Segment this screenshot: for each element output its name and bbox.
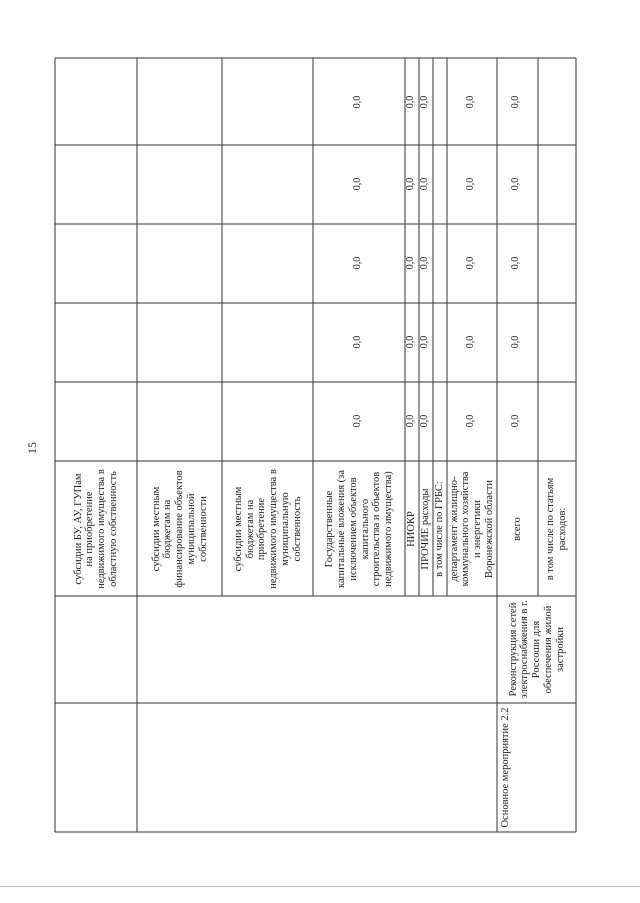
row-label-r1: субсидии БУ, АУ, ГУПам на приобретение недвижимого имущества в областную собственность: [72, 469, 119, 589]
value-cell: 0,0: [419, 95, 430, 109]
value-cell: 0,0: [405, 256, 416, 270]
value-cell: 0,0: [352, 95, 363, 109]
value-cell: 0,0: [510, 95, 521, 109]
row-label-r3: субсидии местным бюджетам на приобретение недвижимого имущества в муниципальную собственность: [232, 469, 303, 589]
row-label-r5: НИОКР: [406, 511, 418, 547]
value-cell: 0,0: [405, 95, 416, 109]
value-cell: 0,0: [465, 335, 476, 349]
row-label-r8: департамент жилищно- коммунального хозяйства и энергетики Воронежской области: [449, 471, 495, 587]
row-label-r2: субсидии местным бюджетам на финансирование объектов муниципальной собственности: [150, 470, 209, 588]
activity-description: Реконструкция сетей электроснабжения в г. Россоши для обеспечения жилой застройки: [507, 600, 566, 699]
row-label-r4: Государственные капитальные вложения (за исключением объектов капитального строительства и объектов недвижимого имущества): [324, 470, 394, 588]
value-cell: 0,0: [465, 177, 476, 191]
value-cell: 0,0: [405, 335, 416, 349]
page-edge-divider: [0, 886, 640, 887]
row-label-r7: в том числе по ГРБС:: [434, 481, 446, 577]
value-cell: 0,0: [465, 414, 476, 428]
row-label-r10: в том числе по статьям расходов:: [545, 477, 568, 581]
row-label-r9: всего: [512, 517, 524, 541]
value-cell: 0,0: [352, 177, 363, 191]
value-cell: 0,0: [419, 177, 430, 191]
value-cell: 0,0: [405, 177, 416, 191]
row-label-r6: ПРОЧИЕ расходы: [420, 488, 432, 570]
value-cell: 0,0: [352, 414, 363, 428]
activity-label: Основное мероприятие 2.2: [500, 707, 512, 828]
value-cell: 0,0: [419, 335, 430, 349]
value-cell: 0,0: [352, 256, 363, 270]
value-cell: 0,0: [419, 256, 430, 270]
value-cell: 0,0: [352, 335, 363, 349]
value-cell: 0,0: [465, 256, 476, 270]
value-cell: 0,0: [510, 335, 521, 349]
page-number: 15: [25, 442, 39, 454]
value-cell: 0,0: [510, 414, 521, 428]
value-cell: 0,0: [419, 414, 430, 428]
value-cell: 0,0: [405, 414, 416, 428]
value-cell: 0,0: [510, 256, 521, 270]
value-cell: 0,0: [510, 177, 521, 191]
value-cell: 0,0: [465, 95, 476, 109]
